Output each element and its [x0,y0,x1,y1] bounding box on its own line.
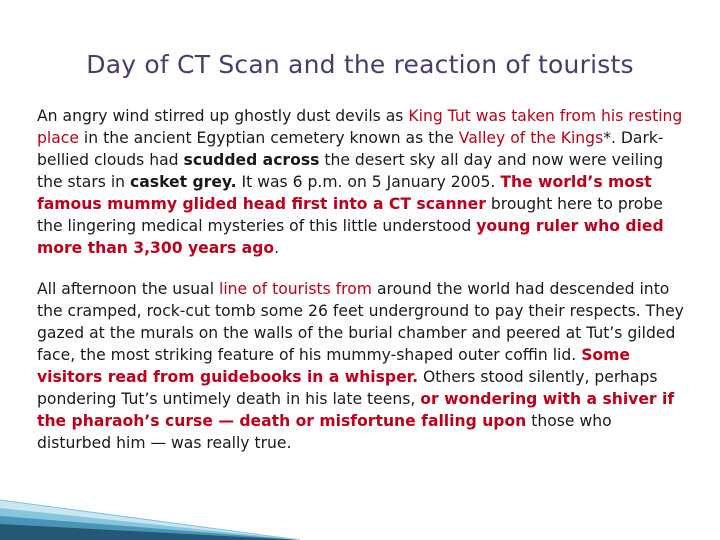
highlighted-text-run: Some visitors read from guidebooks in a whisper. [37,346,630,386]
paragraph-ct-scan [37,105,687,259]
highlighted-text-run: The world’s most famous mummy glided head first into a CT scanner [37,173,652,213]
text-run: those who disturbed him — was really true. [37,412,612,452]
slide-title: Day of CT Scan and the reaction of tourists [86,50,634,79]
text-run: in the ancient Egyptian cemetery known as the [78,129,459,147]
text-run: All afternoon the usual [37,280,219,298]
corner-swoosh-decoration [0,450,300,540]
highlighted-text-run: or wondering with a shiver if the pharaoh’s curse — death or misfortune falling upon [37,390,675,430]
text-run: the desert sky all day and now were veiling the stars in [37,151,664,191]
highlighted-text-run: King Tut was taken from his resting place [37,107,683,147]
highlighted-text-run: Valley of the Kings [458,129,604,147]
text-run: *. Dark-bellied clouds had [37,129,664,169]
highlighted-text-run: line of tourists from [219,280,372,298]
highlighted-text-run: scudded across [183,151,320,169]
highlighted-text-run: young ruler who died more than 3,300 years ago [37,217,664,257]
highlighted-text-run: casket grey. [130,173,237,191]
text-run: . [274,239,280,257]
paragraph-tourists [37,278,687,454]
text-run: It was 6 p.m. on 5 January 2005. [236,173,501,191]
text-run: An angry wind stirred up ghostly dust devils as [37,107,409,125]
text-run: Others stood silently, perhaps pondering Tut’s untimely death in his late teens, [37,368,658,408]
text-run: brought here to probe the lingering medical mysteries of this little understood [37,195,663,235]
text-run: around the world had descended into the cramped, rock-cut tomb some 26 feet underground to pay their respects. They gazed at the murals on the walls of the burial chamber and peered at Tut’s gilded face, the most striking feature of his mummy-shaped outer coffin lid. [37,280,684,364]
